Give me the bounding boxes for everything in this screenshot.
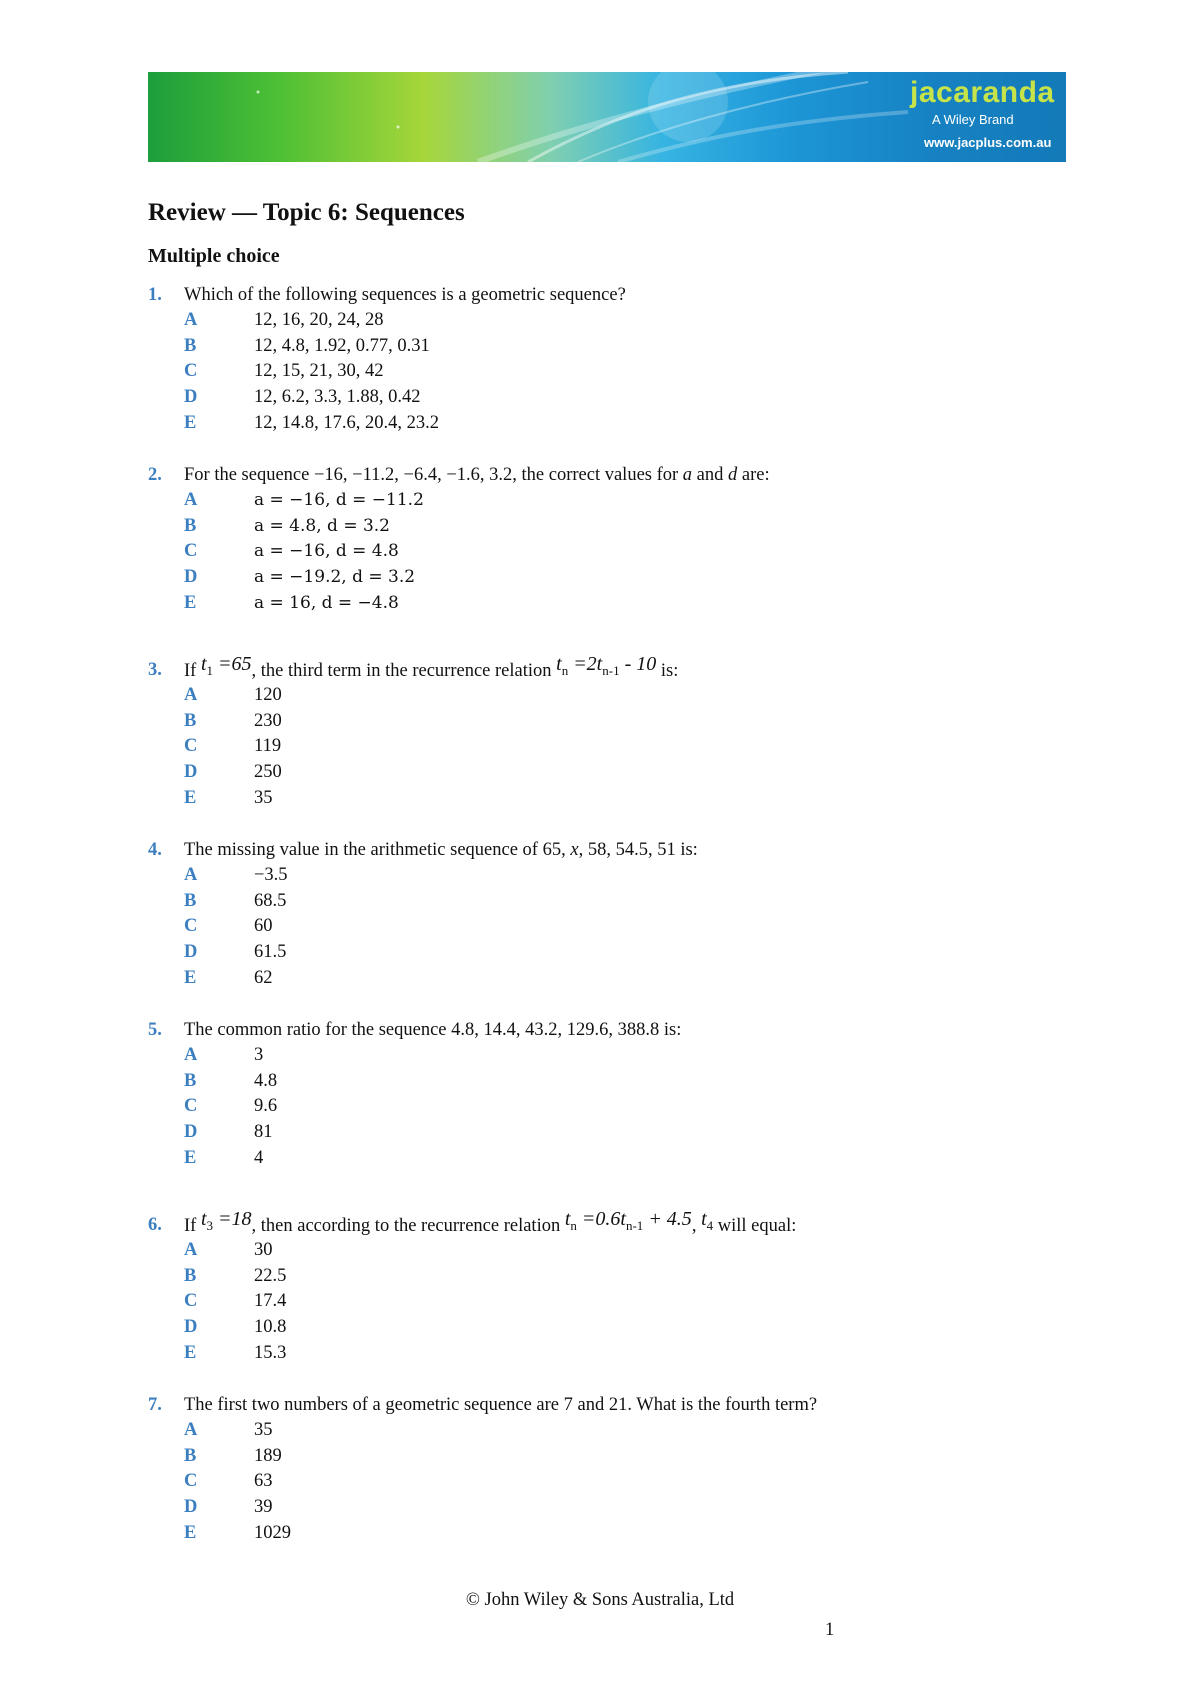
option-text: 12, 14.8, 17.6, 20.4, 23.2 bbox=[254, 412, 439, 433]
option-b[interactable] bbox=[148, 1069, 1078, 1095]
option-a[interactable] bbox=[148, 1238, 1078, 1264]
option-letter: C bbox=[184, 541, 198, 562]
question-number: 6. bbox=[148, 1215, 162, 1235]
text-segment: The missing value in the arithmetic sequence of 65, bbox=[184, 840, 571, 860]
option-text: 81 bbox=[254, 1122, 273, 1143]
option-letter: B bbox=[184, 710, 197, 731]
option-letter: E bbox=[184, 787, 197, 808]
option-letter: E bbox=[184, 1342, 197, 1363]
question-3 bbox=[148, 653, 1078, 811]
option-e[interactable] bbox=[148, 1341, 1078, 1367]
option-letter: D bbox=[184, 1497, 198, 1518]
option-a[interactable] bbox=[148, 488, 1078, 514]
variable-a: a bbox=[682, 465, 693, 485]
option-letter: B bbox=[184, 1445, 197, 1466]
option-b[interactable] bbox=[148, 1444, 1078, 1470]
option-text: 12, 6.2, 3.3, 1.88, 0.42 bbox=[254, 387, 421, 408]
question-text: The common ratio for the sequence 4.8, 14.4, 43.2, 129.6, 388.8 is: bbox=[184, 1020, 682, 1040]
option-c[interactable] bbox=[148, 1289, 1078, 1315]
option-d[interactable] bbox=[148, 1315, 1078, 1341]
option-text: 3 bbox=[254, 1045, 264, 1065]
option-b[interactable] bbox=[148, 889, 1078, 915]
option-letter: B bbox=[184, 1265, 197, 1286]
question-text: Which of the following sequences is a geometric sequence? bbox=[184, 285, 626, 305]
option-e[interactable] bbox=[148, 1521, 1078, 1547]
text-segment: For the sequence −16, −11.2, −6.4, −1.6, 3.2, the correct values for bbox=[184, 465, 683, 485]
option-letter: A bbox=[184, 1045, 198, 1065]
text-segment: and bbox=[692, 465, 729, 485]
option-letter: E bbox=[184, 1147, 197, 1168]
question-text bbox=[184, 463, 770, 488]
option-letter: D bbox=[184, 942, 198, 963]
option-c[interactable] bbox=[148, 359, 1078, 385]
option-letter: B bbox=[184, 1070, 197, 1091]
option-text: 4.8 bbox=[254, 1070, 278, 1091]
section-heading: Multiple choice bbox=[148, 245, 280, 267]
option-b[interactable] bbox=[148, 1264, 1078, 1290]
question-text bbox=[184, 838, 698, 863]
option-letter: D bbox=[184, 1122, 198, 1143]
question-6 bbox=[148, 1208, 1078, 1366]
question-1 bbox=[148, 283, 1078, 436]
option-letter: A bbox=[184, 865, 198, 885]
option-text: 63 bbox=[254, 1471, 273, 1492]
question-number: 4. bbox=[148, 840, 162, 860]
brand-tagline: A Wiley Brand bbox=[932, 112, 1014, 127]
option-text: 9.6 bbox=[254, 1096, 278, 1117]
text-segment: , bbox=[691, 1216, 702, 1236]
option-letter: C bbox=[184, 1096, 198, 1117]
option-e[interactable] bbox=[148, 786, 1078, 812]
option-letter: A bbox=[184, 1420, 198, 1440]
option-d[interactable] bbox=[148, 565, 1078, 591]
option-text: 60 bbox=[254, 916, 273, 937]
option-text: 68.5 bbox=[254, 890, 287, 911]
option-letter: D bbox=[184, 762, 198, 783]
formula-recurrence: $t_n =0.6t_{n-1} + 4.5$ bbox=[564, 1208, 692, 1233]
option-text: 10.8 bbox=[254, 1317, 287, 1338]
option-text: 39 bbox=[254, 1497, 273, 1518]
option-letter: A bbox=[184, 1240, 198, 1260]
option-text: 1029 bbox=[254, 1522, 291, 1543]
text-segment: If bbox=[184, 1216, 201, 1236]
option-d[interactable] bbox=[148, 1495, 1078, 1521]
option-text: 62 bbox=[254, 967, 273, 988]
option-letter: C bbox=[184, 916, 198, 937]
option-text: a = 16, d = −4.8 bbox=[254, 592, 399, 613]
page-title: Review — Topic 6: Sequences bbox=[148, 199, 465, 226]
text-segment: will equal: bbox=[713, 1216, 797, 1236]
question-number: 1. bbox=[148, 285, 162, 305]
option-letter: A bbox=[184, 685, 198, 705]
question-5 bbox=[148, 1018, 1078, 1171]
option-e[interactable] bbox=[148, 1146, 1078, 1172]
option-d[interactable] bbox=[148, 940, 1078, 966]
text-segment: , 58, 54.5, 51 is: bbox=[578, 840, 698, 860]
text-segment: is: bbox=[656, 661, 679, 681]
header-banner bbox=[148, 72, 1066, 162]
brand-url: www.jacplus.com.au bbox=[924, 135, 1052, 150]
option-letter: D bbox=[184, 387, 198, 408]
option-text: a = 4.8, d = 3.2 bbox=[254, 515, 390, 536]
option-text: 12, 15, 21, 30, 42 bbox=[254, 361, 384, 382]
option-a[interactable] bbox=[148, 308, 1078, 334]
option-text: a = −19.2, d = 3.2 bbox=[254, 567, 416, 588]
option-letter: E bbox=[184, 967, 197, 988]
option-c[interactable] bbox=[148, 734, 1078, 760]
page-number: 1 bbox=[825, 1620, 835, 1640]
option-text: 61.5 bbox=[254, 942, 287, 963]
option-d[interactable] bbox=[148, 1120, 1078, 1146]
option-d[interactable] bbox=[148, 760, 1078, 786]
option-text: 120 bbox=[254, 685, 282, 705]
option-c[interactable] bbox=[148, 539, 1078, 565]
option-letter: A bbox=[184, 310, 198, 330]
option-text: 189 bbox=[254, 1445, 282, 1466]
option-letter: E bbox=[184, 1522, 197, 1543]
option-letter: E bbox=[184, 592, 197, 613]
option-b[interactable] bbox=[148, 514, 1078, 540]
option-text: 230 bbox=[254, 710, 282, 731]
formula-t4: $t_4$ bbox=[701, 1208, 714, 1233]
text-segment: , the third term in the recurrence relation bbox=[251, 661, 557, 681]
option-text: a = −16, d = −11.2 bbox=[254, 490, 424, 510]
option-text: 250 bbox=[254, 762, 282, 783]
question-number: 5. bbox=[148, 1020, 162, 1040]
option-a[interactable] bbox=[148, 863, 1078, 889]
text-segment: , then according to the recurrence relation bbox=[251, 1216, 565, 1236]
option-text: 4 bbox=[254, 1147, 264, 1168]
copyright-footer: © John Wiley & Sons Australia, Ltd bbox=[465, 1590, 735, 1610]
option-letter: E bbox=[184, 412, 197, 433]
option-c[interactable] bbox=[148, 914, 1078, 940]
option-b[interactable] bbox=[148, 334, 1078, 360]
option-e[interactable] bbox=[148, 591, 1078, 617]
variable-d: d bbox=[728, 465, 738, 485]
option-a[interactable] bbox=[148, 1043, 1078, 1069]
option-text: 15.3 bbox=[254, 1342, 287, 1363]
option-c[interactable] bbox=[148, 1469, 1078, 1495]
option-text: −3.5 bbox=[254, 865, 288, 885]
option-d[interactable] bbox=[148, 385, 1078, 411]
option-letter: A bbox=[184, 490, 198, 510]
brand-logo-name: jacaranda bbox=[910, 76, 1055, 109]
question-2 bbox=[148, 463, 1078, 616]
formula-t3: $t_3 =18$ bbox=[200, 1208, 252, 1233]
question-text: The first two numbers of a geometric sequence are 7 and 21. What is the fourth term? bbox=[184, 1395, 818, 1415]
text-segment: are: bbox=[737, 465, 770, 485]
option-text: 17.4 bbox=[254, 1291, 287, 1312]
option-letter: B bbox=[184, 515, 197, 536]
option-text: a = −16, d = 4.8 bbox=[254, 541, 399, 562]
formula-recurrence: $t_n =2t_{n-1} - 10$ bbox=[556, 653, 657, 678]
formula-t1: $t_1 =65$ bbox=[200, 653, 252, 678]
option-letter: C bbox=[184, 1291, 198, 1312]
option-letter: B bbox=[184, 335, 197, 356]
option-text: 12, 16, 20, 24, 28 bbox=[254, 310, 384, 330]
question-number: 3. bbox=[148, 660, 162, 680]
option-a[interactable] bbox=[148, 1418, 1078, 1444]
option-text: 35 bbox=[254, 1420, 273, 1440]
option-text: 12, 4.8, 1.92, 0.77, 0.31 bbox=[254, 335, 430, 356]
option-text: 35 bbox=[254, 787, 273, 808]
question-4 bbox=[148, 838, 1078, 991]
option-c[interactable] bbox=[148, 1094, 1078, 1120]
option-letter: D bbox=[184, 567, 198, 588]
option-b[interactable] bbox=[148, 709, 1078, 735]
option-text: 22.5 bbox=[254, 1265, 287, 1286]
option-e[interactable] bbox=[148, 411, 1078, 437]
option-text: 30 bbox=[254, 1240, 273, 1260]
option-text: 119 bbox=[254, 736, 282, 757]
variable-x: x bbox=[570, 840, 579, 860]
question-7 bbox=[148, 1393, 1078, 1546]
text-segment: If bbox=[184, 661, 201, 681]
option-a[interactable] bbox=[148, 683, 1078, 709]
option-letter: C bbox=[184, 361, 198, 382]
option-letter: B bbox=[184, 890, 197, 911]
question-number: 2. bbox=[148, 465, 162, 485]
option-letter: C bbox=[184, 1471, 198, 1492]
option-e[interactable] bbox=[148, 966, 1078, 992]
option-letter: C bbox=[184, 736, 198, 757]
question-number: 7. bbox=[148, 1395, 162, 1415]
option-letter: D bbox=[184, 1317, 198, 1338]
